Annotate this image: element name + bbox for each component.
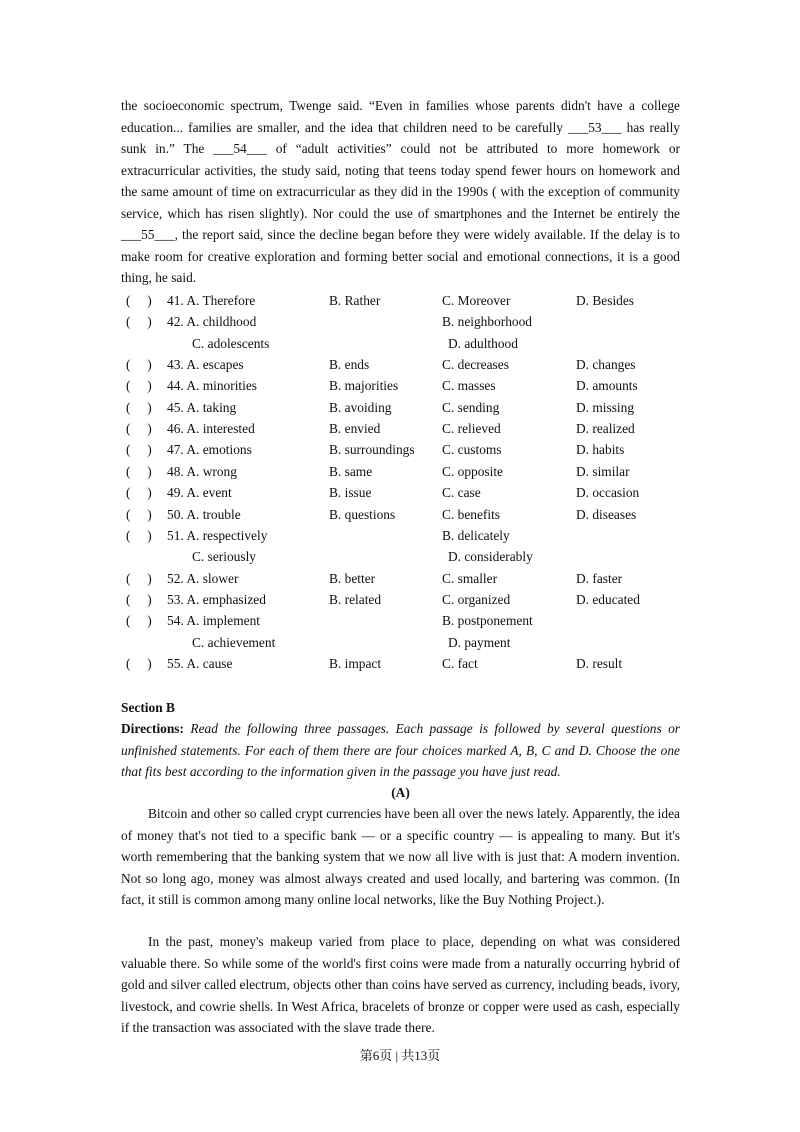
question-c: C. case: [442, 485, 481, 501]
question-row: [121, 589, 701, 610]
question-num: 55. A. cause: [167, 655, 233, 671]
question-d: D. Besides: [576, 293, 635, 308]
question-num: 45. A. taking: [167, 399, 237, 415]
question-paren[interactable]: ( ): [126, 293, 152, 308]
question-paren[interactable]: ( ): [126, 399, 152, 415]
question-c: C. opposite: [442, 463, 504, 479]
page-footer: 第6页 | 共13页: [359, 1048, 441, 1063]
question-row: [121, 290, 701, 311]
question-num: 54. A. implement: [167, 613, 260, 629]
question-b: B. Rather: [329, 293, 381, 308]
question-row: [121, 610, 701, 631]
question-b: B. ends: [329, 357, 370, 373]
question-num: 42. A. childhood: [167, 314, 257, 330]
question-paren[interactable]: ( ): [126, 591, 152, 607]
question-c: C. fact: [442, 655, 478, 671]
question-row: [121, 397, 701, 418]
question-c: D. considerably: [448, 549, 533, 565]
question-paren[interactable]: ( ): [126, 421, 152, 437]
question-c: C. decreases: [442, 357, 509, 373]
question-row: [121, 375, 701, 396]
passage-a-label: (A): [391, 785, 410, 800]
question-d: D. faster: [576, 570, 623, 586]
question-row: [121, 482, 701, 503]
question-c: C. sending: [442, 399, 500, 415]
question-c: C. customs: [442, 442, 502, 458]
question-c: C. benefits: [442, 506, 501, 522]
question-paren[interactable]: ( ): [126, 570, 152, 586]
question-paren[interactable]: ( ): [126, 613, 152, 629]
question-row: [121, 653, 701, 674]
section-b-directions: [121, 718, 680, 783]
question-d: D. educated: [576, 591, 640, 607]
question-c: B. neighborhood: [442, 314, 533, 330]
question-d: D. missing: [576, 399, 635, 415]
question-row: [121, 311, 701, 332]
section-b-title: Section B: [121, 700, 175, 715]
question-row: [121, 632, 701, 653]
question-num: 47. A. emotions: [167, 442, 252, 458]
question-paren[interactable]: ( ): [126, 378, 152, 394]
question-d: D. habits: [576, 442, 625, 458]
question-paren[interactable]: ( ): [126, 506, 152, 522]
passage-a-paragraph-1: Bitcoin and other so called crypt currencies have been all over the news lately. Apparently, the idea of money that's not tied to a specific bank — or a specific country — is appealing to many. But it's worth remembering that the banking system that we now all live with is just that: A modern invention. Not so long ago, money was almost always created and used locally, and bartering was common. (In fact, it still is common among many online local networks, like the Buy Nothing Project.).: [121, 806, 680, 907]
question-d: D. result: [576, 655, 623, 671]
question-d: D. diseases: [576, 506, 637, 522]
question-row: [121, 439, 701, 460]
question-d: D. occasion: [576, 485, 640, 501]
directions-label: Directions:: [121, 721, 184, 736]
question-b: B. related: [329, 591, 382, 607]
question-num: 46. A. interested: [167, 421, 255, 437]
question-row: [121, 418, 701, 439]
question-d: D. realized: [576, 421, 635, 437]
question-d: D. similar: [576, 463, 630, 479]
question-paren[interactable]: ( ): [126, 527, 152, 543]
question-c: C. smaller: [442, 570, 498, 586]
question-paren[interactable]: ( ): [126, 314, 152, 330]
question-c: B. postponement: [442, 613, 533, 629]
question-num: 53. A. emphasized: [167, 591, 266, 607]
question-num: C. adolescents: [192, 335, 270, 351]
question-paren[interactable]: ( ): [126, 485, 152, 501]
question-num: 52. A. slower: [167, 570, 239, 586]
question-c: C. relieved: [442, 421, 501, 437]
question-num: 50. A. trouble: [167, 506, 241, 522]
question-b: B. issue: [329, 485, 372, 501]
question-num: 48. A. wrong: [167, 463, 237, 479]
question-b: B. questions: [329, 506, 396, 522]
question-d: D. amounts: [576, 378, 638, 394]
question-c: D. payment: [448, 634, 511, 650]
question-paren[interactable]: ( ): [126, 463, 152, 479]
question-num: 49. A. event: [167, 485, 232, 501]
question-b: B. surroundings: [329, 442, 415, 458]
question-num: C. seriously: [192, 549, 256, 565]
passage-continuation: the socioeconomic spectrum, Twenge said. “Even in families whose parents didn't have a college education... families are smaller, and the idea that children need to be carefully ___53___ has really sunk in.” The ___54___ of “adult activities” could not be attributed to more homework or extracurricular activities, the study said, noting that teens today spend fewer hours on homework and the same amount of time on extracurricular as they did in the 1990s ( with the exception of community service, which has risen slightly). Nor could the use of smartphones and the Internet be entirely the ___55___, the report said, since the decline began before they were widely available. If the delay is to make room for creative exploration and forming better social and emotional connections, it is a good thing, he said.: [121, 98, 680, 285]
question-num: 44. A. minorities: [167, 378, 258, 394]
question-c: B. delicately: [442, 527, 510, 543]
question-b: B. better: [329, 570, 376, 586]
question-num: 41. A. Therefore: [167, 293, 256, 308]
question-num: 43. A. escapes: [167, 357, 244, 373]
question-b: B. same: [329, 463, 373, 479]
question-b: B. impact: [329, 655, 382, 671]
passage-a-paragraph-2: In the past, money's makeup varied from place to place, depending on what was considered valuable there. So while some of the world's first coins were made from a naturally occurring hybrid of gold and silver called electrum, objects other than coins have served as currency, including beads, ivory, livestock, and cowrie shells. In West Africa, bracelets of bronze or copper were used as cash, especially if the transaction was associated with the slave trade there.: [121, 934, 680, 1035]
question-c: C. organized: [442, 591, 511, 607]
question-row: [121, 546, 701, 567]
question-num: 51. A. respectively: [167, 527, 268, 543]
question-paren[interactable]: ( ): [126, 442, 152, 458]
question-paren[interactable]: ( ): [126, 655, 152, 671]
question-row: [121, 333, 701, 354]
question-row: [121, 354, 701, 375]
question-row: [121, 525, 701, 546]
question-b: B. envied: [329, 421, 381, 437]
question-row: [121, 461, 701, 482]
question-b: B. avoiding: [329, 399, 392, 415]
question-paren[interactable]: ( ): [126, 357, 152, 373]
question-num: C. achievement: [192, 634, 276, 650]
question-d: D. changes: [576, 357, 636, 373]
question-row: [121, 568, 701, 589]
directions-text: Read the following three passages. Each passage is followed by several questions or unfinished statements. For each of them there are four choices marked A, B, C and D. Choose the one that fits best according to the information given in the passage you have just read.: [121, 721, 680, 779]
question-c: C. masses: [442, 378, 496, 394]
question-row: [121, 504, 701, 525]
question-c: D. adulthood: [448, 335, 518, 351]
question-c: C. Moreover: [442, 293, 511, 308]
question-b: B. majorities: [329, 378, 399, 394]
